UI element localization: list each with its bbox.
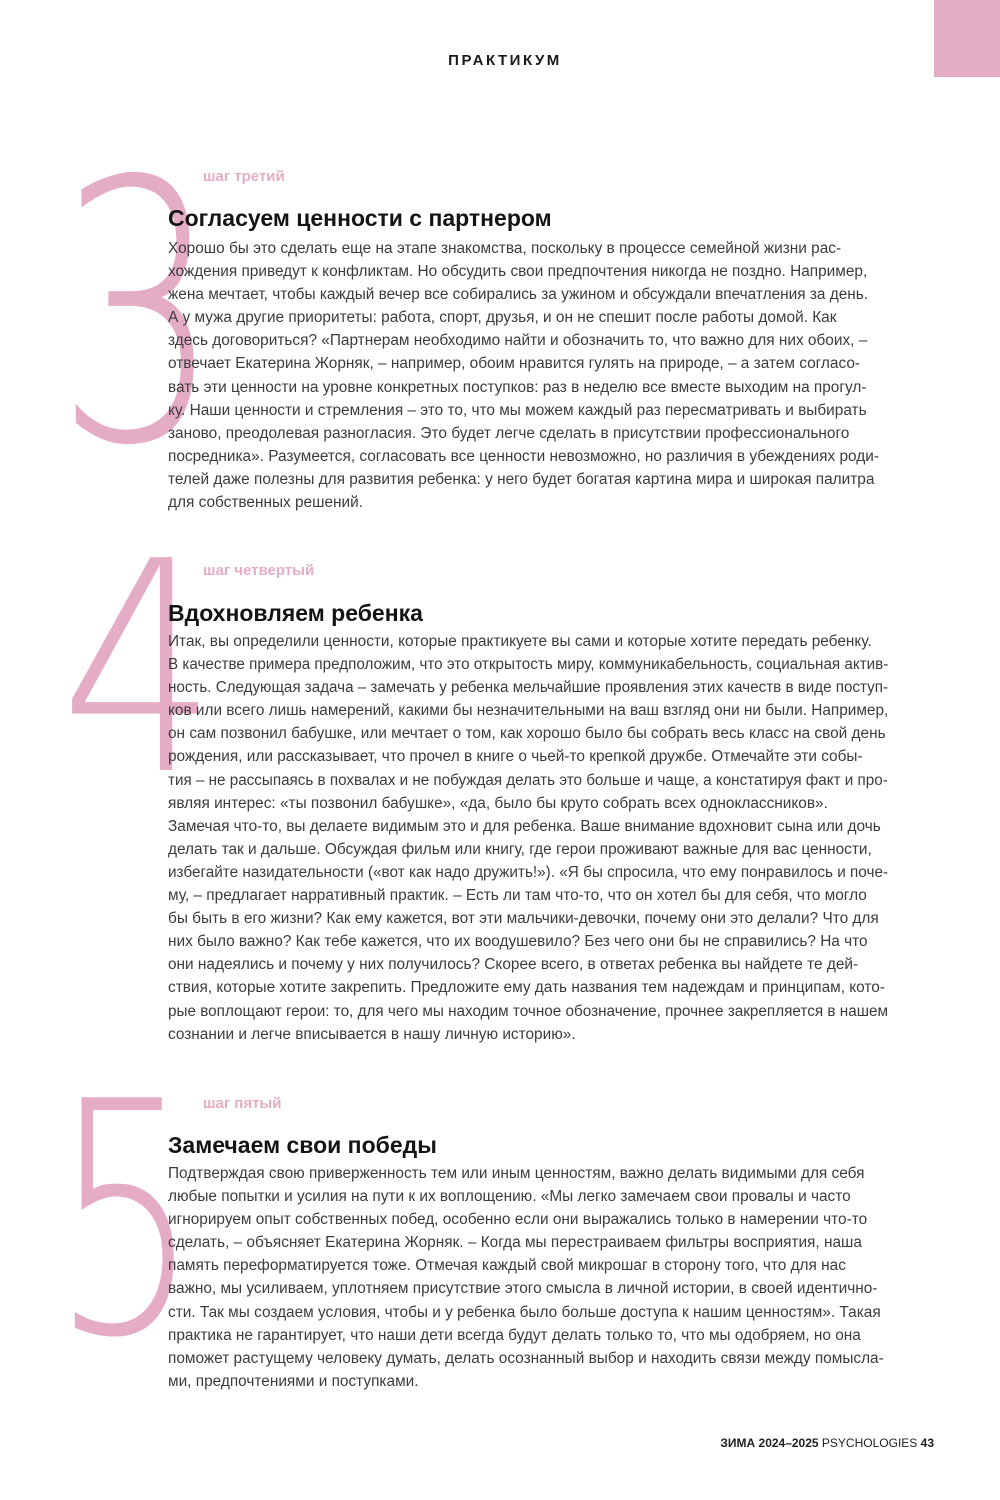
body-line: ми, предпочтениями и поступками.	[168, 1372, 419, 1390]
body-line: для собственных решений.	[168, 494, 363, 512]
body-line: Замечая что-то, вы делаете видимым это и для ребенка. Ваше внимание вдохновит сына или дочь	[168, 817, 881, 835]
step-3-numeral: 3	[56, 105, 221, 524]
body-line: поможет растущему человеку думать, делать осознанный выбор и находить связи между помысла-	[168, 1349, 884, 1367]
body-line: ков или всего лишь намерений, какими бы незначительными на ваш взгляд они ни были. Например,	[168, 702, 889, 720]
body-line: отвечает Екатерина Жорняк, – например, обоим нравится гулять на природе, – а затем согласо-	[168, 355, 860, 373]
body-line: избегайте назидательности («вот как надо дружить!»). «Я бы спросила, что ему понравилось и поче-	[168, 863, 889, 881]
body-line: В качестве примера предположим, что это открытость миру, коммуникабельность, социальная актив-	[168, 656, 889, 674]
body-line: любые попытки и усилия на пути к их воплощению. «Мы легко замечаем свои провалы и часто	[168, 1188, 851, 1206]
step-4-title: Вдохновляем ребенка	[168, 600, 423, 626]
body-line: му, – предлагает нарративный практик. – Есть ли там что-то, что он хотел бы для себя, что могло	[168, 887, 867, 905]
step-4-body	[168, 630, 888, 1046]
body-line: них было важно? Как тебе кажется, что их воодушевило? Без чего они бы не справились? На что	[168, 933, 868, 951]
body-line: вать эти ценности на уровне конкретных поступков: раз в неделю все вместе выходим на прогул-	[168, 378, 867, 396]
body-line: рождения, или рассказывает, что прочел в книге о чьей-то крепкой дружбе. Отмечайте эти собы-	[168, 748, 863, 766]
body-line: Подтверждая свою приверженность тем или иным ценностям, важно делать видимыми для себя	[168, 1165, 865, 1182]
section-header: ПРАКТИКУМ	[448, 52, 562, 69]
step-3-title: Согласуем ценности с партнером	[168, 205, 552, 231]
body-line: важно, мы усиливаем, уплотняем присутствие этого смысла в личной истории, в своей идентично-	[168, 1280, 878, 1298]
body-line: ность. Следующая задача – замечать у ребенка мельчайшие проявления этих качеств в виде поступ-	[168, 679, 889, 697]
step-4-kicker: шаг четвертый	[203, 562, 315, 579]
body-line: тия – не рассыпаясь в похвалах и не побуждая делать это больше и чаще, а констатируя факт и про-	[168, 771, 888, 789]
body-line: они надеялись и почему у них получилось? Скорее всего, в ответах ребенка вы найдете те дей-	[168, 956, 859, 974]
body-line: ку. Наши ценности и стремления – это то, что мы можем каждый раз пересматривать и выбирать	[168, 401, 867, 419]
body-line: А у мужа другие приоритеты: работа, спорт, друзья, и он не спешит после работы домой. Как	[168, 309, 837, 327]
step-5-body	[168, 1162, 888, 1393]
body-line: жена мечтает, чтобы каждый вечер все собирались за ужином и обсуждали впечатления за день.	[168, 286, 869, 304]
step-3-body	[168, 237, 888, 514]
body-line: сти. Так мы создаем условия, чтобы и у ребенка было больше доступа к нашим ценностям». Такая	[168, 1303, 881, 1321]
body-line: Хорошо бы это сделать еще на этапе знакомства, поскольку в процессе семейной жизни рас-	[168, 240, 842, 257]
body-line: ствия, которые хотите закрепить. Предложите ему дать названия тем надеждам и принципам, кото-	[168, 979, 885, 997]
step-5-title: Замечаем свои победы	[168, 1132, 437, 1158]
body-line: рые воплощают герои: то, для чего мы находим точное обозначение, прочнее закрепляется в нашем	[168, 1002, 888, 1020]
page-footer	[720, 1436, 934, 1450]
step-5-kicker: шаг пятый	[203, 1095, 282, 1112]
footer-magazine: PSYCHOLOGIES	[821, 1436, 918, 1450]
body-line: являя интерес: «ты позвонил бабушке», «да, было бы круто собрать всех одноклассников».	[168, 794, 828, 812]
body-line: хождения приведут к конфликтам. Но обсудить свои предпочтения никогда не поздно. Например,	[168, 263, 868, 281]
step-4-numeral: 4	[60, 499, 218, 839]
step-5-numeral: 5	[52, 1033, 200, 1408]
body-line: бы быть в его жизни? Как ему кажется, вот эти мальчики-девочки, почему они это делали? Что для	[168, 910, 879, 928]
body-line: посредника». Разумеется, согласовать все ценности невозможно, но различия в убеждениях роди-	[168, 447, 879, 465]
footer-page-number: 43	[920, 1436, 934, 1450]
body-line: он сам позвонил бабушке, или мечтает о том, как хорошо было бы собрать весь класс на свой день	[168, 725, 886, 743]
body-line: телей даже полезны для развития ребенка: у него будет богатая картина мира и широкая палитра	[168, 470, 875, 488]
step-3-kicker: шаг третий	[203, 168, 285, 185]
body-line: практика не гарантирует, что наши дети всегда будут делать только то, что мы одобряем, но она	[168, 1326, 861, 1344]
body-line: сознании и легче вписывается в нашу личную историю».	[168, 1025, 576, 1043]
footer-season: ЗИМА 2024–2025	[720, 1436, 819, 1450]
body-line: игнорируем опыт собственных побед, особенно если они выражались только в намерении что-то	[168, 1211, 868, 1229]
body-line: заново, преодолевая разногласия. Это будет легче сделать в присутствии профессионального	[168, 424, 850, 442]
body-line: сделать, – объясняет Екатерина Жорняк. – Когда мы перестраиваем фильтры восприятия, наша	[168, 1234, 862, 1252]
body-line: здесь договориться? «Партнерам необходимо найти и обозначить то, что важно для них обоих, –	[168, 332, 868, 350]
body-line: Итак, вы определили ценности, которые практикуете вы сами и которые хотите передать ребенку.	[168, 633, 872, 650]
body-line: делать так и дальше. Обсуждая фильм или книгу, где герои проживают важные для вас ценности,	[168, 840, 872, 858]
body-line: память переформатируется тоже. Отмечая каждый свой микрошаг в сторону того, что для нас	[168, 1257, 846, 1275]
